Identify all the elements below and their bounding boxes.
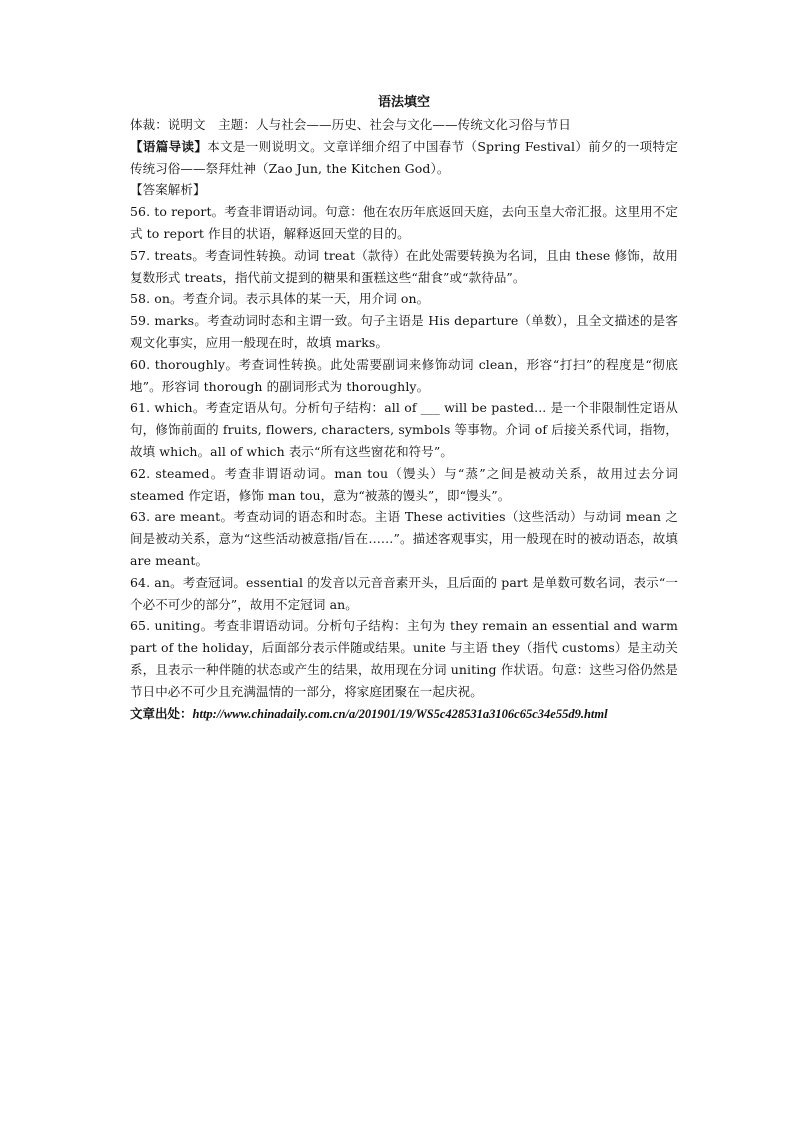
answer-item: 65. uniting。考查非谓语动词。分析句子结构：主句为 they remain an essential and warm part of the holiday，后面部分表示伴随或结果。unite 与主语 they（指代 customs）是主动关系，且表示一种伴随的状态或产生的结果，故用现在分词 uniting 作状语。句意：这些习俗仍然是节日中必不可少且充满温情的一部分，将家庭团聚在一起庆祝。 <box>130 618 678 699</box>
intro-label: 【语篇导读】 <box>130 138 208 154</box>
answer-item: 61. which。考查定语从句。分析句子结构：all of ___ will be pasted... 是一个非限制性定语从句，修饰前面的 fruits, flowers, characters, symbols 等事物。介词 of 后接关系代词，指物，故填 which。all of which 表示“所有这些窗花和符号”。 <box>130 400 678 459</box>
answer-item: 62. steamed。考查非谓语动词。man tou（馒头）与“蒸”之间是被动关系，故用过去分词 steamed 作定语，修饰 man tou，意为“被蒸的馒头”，即“馒头”。 <box>130 465 678 503</box>
genre-theme-line: 体裁：说明文 主题：人与社会——历史、社会与文化——传统文化习俗与节日 <box>130 117 572 132</box>
intro-paragraph <box>130 136 678 180</box>
source-line <box>130 703 678 726</box>
page-title: 语法填空 <box>377 95 430 110</box>
source-label: 文章出处： <box>130 705 193 721</box>
source-link[interactable]: http://www.chinadaily.com.cn/a/201901/19/WS5c428531a3106c65c34e55d9.html <box>192 706 608 721</box>
document-page <box>130 92 678 725</box>
intro-text: 本文是一则说明文。文章详细介绍了中国春节（Spring Festival）前夕的一项特定传统习俗——祭拜灶神（Zao Jun, the Kitchen God）。 <box>130 138 678 176</box>
answers-header: 【答案解析】 <box>130 182 206 198</box>
answer-item: 56. to report。考查非谓语动词。句意：他在农历年底返回天庭，去向玉皇大帝汇报。这里用不定式 to report 作目的状语，解释返回天堂的目的。 <box>130 204 678 241</box>
answer-item: 57. treats。考查词性转换。动词 treat（款待）在此处需要转换为名词，且由 these 修饰，故用复数形式 treats，指代前文提到的糖果和蛋糕这些“甜食”或“款待品”。 <box>130 247 678 285</box>
answer-item: 63. are meant。考查动词的语态和时态。主语 These activities（这些活动）与动词 mean 之间是被动关系，意为“这些活动被意指/旨在……”。描述客观事实，用一般现在时的被动语态，故填 are meant。 <box>130 509 678 568</box>
answer-item: 60. thoroughly。考查词性转换。此处需要副词来修饰动词 clean，形容“打扫”的程度是“彻底地”。形容词 thorough 的副词形式为 thoroughly。 <box>130 356 678 394</box>
answer-item: 59. marks。考查动词时态和主谓一致。句子主语是 His departure（单数），且全文描述的是客观文化事实，应用一般现在时，故填 marks。 <box>130 313 678 350</box>
answer-item: 64. an。考查冠词。essential 的发音以元音音素开头，且后面的 part 是单数可数名词，表示“一个必不可少的部分”，故用不定冠词 an。 <box>130 574 678 612</box>
answer-item: 58. on。考查介词。表示具体的某一天，用介词 on。 <box>130 291 430 307</box>
